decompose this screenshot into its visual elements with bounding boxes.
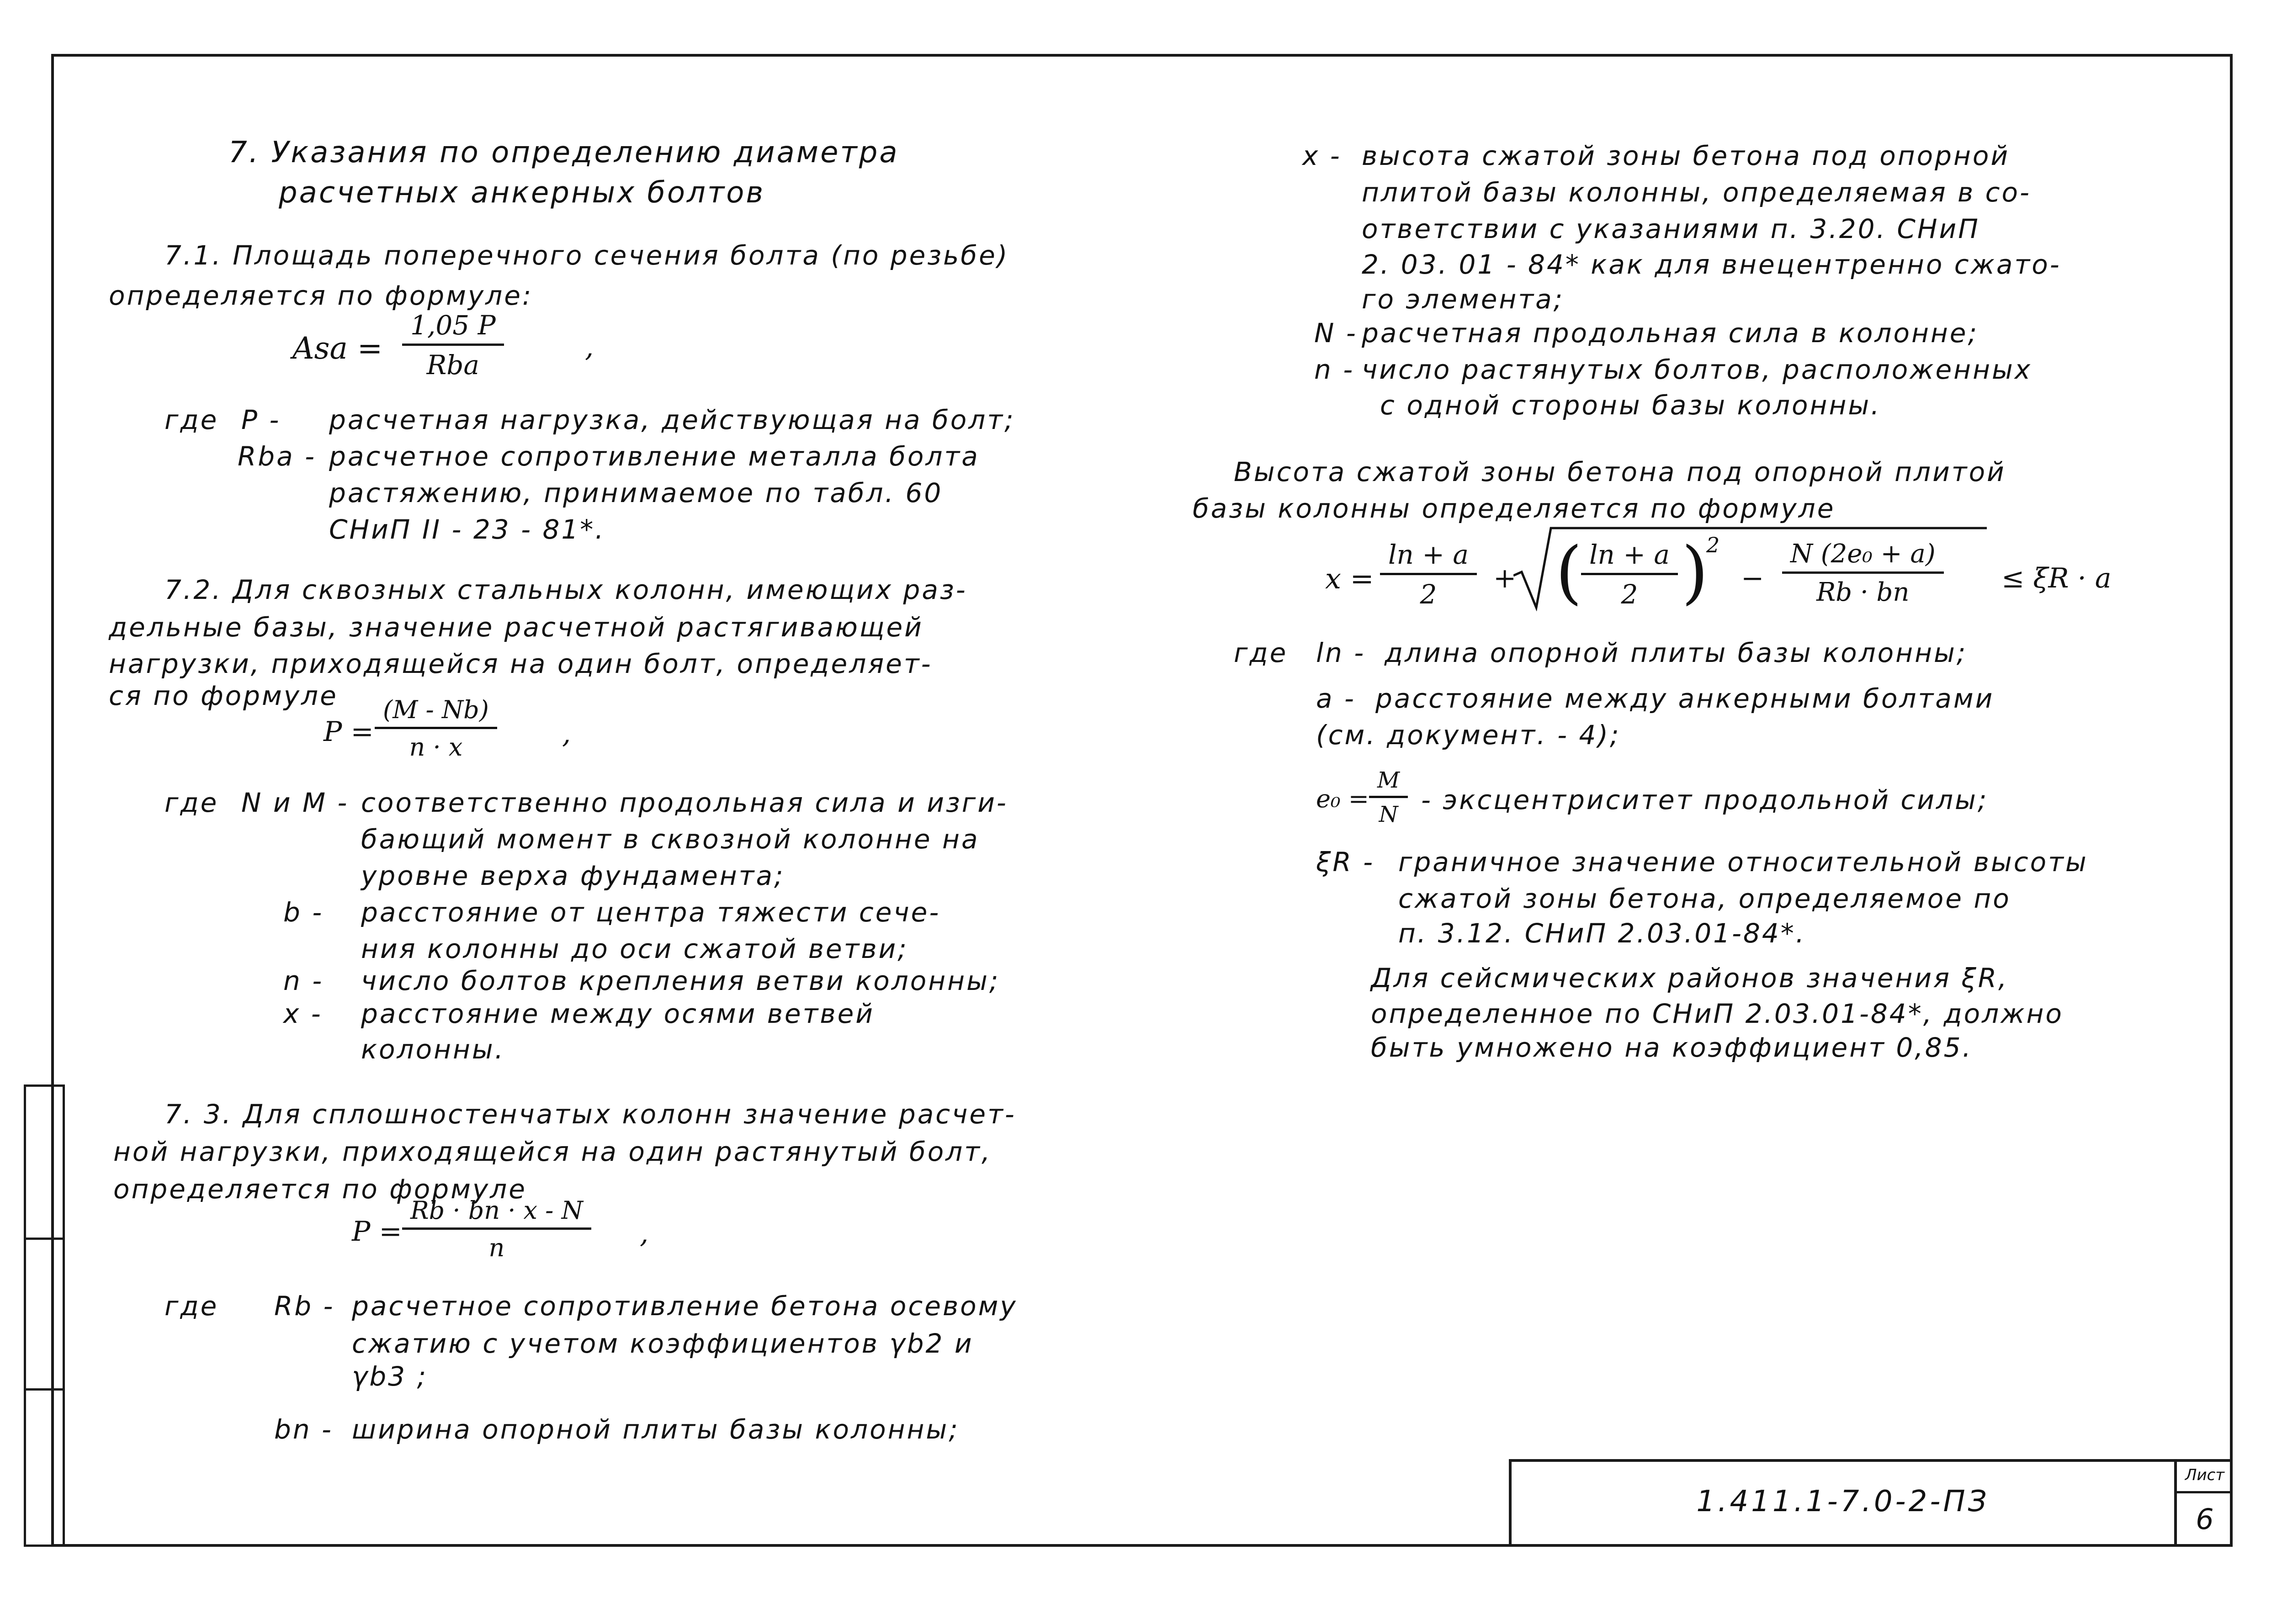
e0-text: - эксцентриситет продольной силы;	[1421, 784, 1989, 815]
p73-line-1: 7. 3. Для сплошностенчатых колонн значение расчет-	[165, 1099, 1016, 1130]
sheet-cell	[2174, 1459, 2233, 1547]
p73-def-4-text: ширина опорной плиты базы колонны;	[352, 1414, 960, 1445]
e0-denominator: N	[1379, 802, 1398, 827]
p72-def-2-text: бающий момент в сквозной колонне на	[361, 824, 980, 855]
e0-fraction	[1369, 767, 1408, 827]
note-line-2: определенное по СНиП 2.03.01-84*, должно	[1371, 998, 2064, 1029]
p73-formula-comma: ,	[640, 1217, 649, 1249]
rformula-plus: +	[1493, 562, 1517, 594]
p72-def-6-sym: n -	[283, 965, 324, 996]
p73-line-2: ной нагрузки, приходящейся на один растянутый болт,	[113, 1136, 992, 1167]
rformula-f3-numerator: N (2e₀ + a)	[1782, 539, 1944, 574]
rformula-tail: ≤ ξR · a	[2001, 562, 2112, 594]
rformula-fraction-2	[1581, 539, 1678, 610]
rtop-def-8-text: с одной стороны базы колонны.	[1380, 390, 1881, 421]
rformula-close-paren: )	[1682, 533, 1709, 612]
p72-def-1-text: соответственно продольная сила и изги-	[361, 787, 1008, 818]
rpara-line-2: базы колонны определяется по формуле	[1193, 493, 1836, 524]
note-line-1: Для сейсмических районов значения ξR,	[1371, 963, 2009, 994]
p72-def-7-text: расстояние между осями ветвей	[361, 998, 875, 1029]
p72-formula-comma: ,	[562, 718, 571, 750]
p72-formula-fraction	[375, 695, 497, 762]
rdef-1-text: длина опорной плиты базы колонны;	[1385, 637, 1968, 668]
p73-def-1-text: расчетное сопротивление бетона осевому	[352, 1291, 1018, 1322]
p72-formula-lhs: P =	[324, 716, 374, 748]
p71-def-1-sym: P -	[241, 404, 281, 435]
e0-numerator: M	[1369, 767, 1408, 798]
p73-def-3-text: γb3 ;	[352, 1361, 428, 1392]
document-designation: 1.411.1-7.0-2-ПЗ	[1696, 1485, 1990, 1518]
p71-def-2-sym: Rba -	[238, 441, 317, 472]
rformula-f2-denominator: 2	[1621, 579, 1638, 610]
p72-def-4-text: расстояние от центра тяжести сече-	[361, 897, 941, 928]
p71-def-4-text: СНиП II - 23 - 81*.	[329, 514, 605, 545]
rformula-f1-numerator: ln + a	[1380, 539, 1477, 575]
sheet-number: 6	[2196, 1502, 2214, 1536]
p73-where: где	[165, 1291, 219, 1322]
p73-fraction-denominator: n	[488, 1233, 505, 1262]
rtop-def-4-text: 2. 03. 01 - 84* как для внецентренно сжато-	[1362, 249, 2061, 280]
xi-def-2-text: сжатой зоны бетона, определяемое по	[1398, 883, 2011, 914]
p73-line-3: определяется по формуле	[113, 1174, 527, 1205]
p72-line-4: ся по формуле	[109, 680, 338, 711]
rdef-3-text: (см. документ. - 4);	[1316, 719, 1621, 751]
rformula-fraction-3	[1782, 539, 1944, 607]
p71-formula-fraction	[402, 310, 504, 381]
p72-def-7-sym: x -	[283, 998, 323, 1029]
p71-formula-lhs: Asa =	[292, 331, 383, 366]
rtop-def-1-sym: x -	[1302, 140, 1342, 171]
e0-lhs: e₀ =	[1316, 784, 1369, 813]
p71-where: где	[165, 404, 219, 435]
p71-line-1: 7.1. Площадь поперечного сечения болта (по резьбе)	[165, 240, 1009, 271]
note-line-3: быть умножено на коэффициент 0,85.	[1371, 1032, 1973, 1063]
xi-def-1-text: граничное значение относительной высоты	[1398, 846, 2088, 878]
rdef-1-sym: ln -	[1316, 637, 1366, 668]
sheet-label: Лист	[2177, 1459, 2233, 1493]
rformula-exponent: 2	[1706, 533, 1720, 557]
p72-def-8-text: колонны.	[361, 1034, 505, 1065]
xi-def-3-text: п. 3.12. СНиП 2.03.01-84*.	[1398, 918, 1806, 949]
rtop-def-6-sym: N -	[1314, 317, 1358, 349]
p72-def-1-sym: N и M -	[241, 787, 349, 818]
rformula-fraction-1	[1380, 539, 1477, 610]
rformula-f3-denominator: Rb · bn	[1816, 577, 1910, 607]
p73-def-1-sym: Rb -	[274, 1291, 335, 1322]
p73-def-4-sym: bn -	[274, 1414, 333, 1445]
p71-def-1-text: расчетная нагрузка, действующая на болт;	[329, 404, 1015, 435]
p72-line-2: дельные базы, значение расчетной растягивающей	[109, 612, 923, 643]
p73-def-2-text: сжатию с учетом коэффициентов γb2 и	[352, 1328, 974, 1359]
p72-where: где	[165, 787, 219, 818]
rpara-line-1: Высота сжатой зоны бетона под опорной плитой	[1234, 456, 2006, 487]
p73-fraction-numerator: Rb · bn · x - N	[402, 1196, 591, 1230]
p72-fraction-denominator: n · x	[409, 733, 463, 762]
p71-fraction-denominator: Rba	[426, 349, 479, 381]
rformula-lhs: x =	[1325, 562, 1374, 595]
p72-def-4-sym: b -	[283, 897, 324, 928]
p72-def-5-text: ния колонны до оси сжатой ветви;	[361, 933, 908, 964]
p72-def-6-text: число болтов крепления ветви колонны;	[361, 965, 1000, 996]
rtop-def-6-text: расчетная продольная сила в колонне;	[1362, 317, 1979, 349]
rtop-def-2-text: плитой базы колонны, определяемая в со-	[1362, 177, 2031, 208]
p72-fraction-numerator: (M - Nb)	[375, 695, 497, 729]
xi-def-1-sym: ξR -	[1316, 846, 1375, 878]
rformula-open-paren: (	[1555, 533, 1582, 612]
section-heading-line-2: расчетных анкерных болтов	[279, 176, 765, 210]
binding-strip	[24, 1084, 65, 1547]
p71-def-3-text: растяжению, принимаемое по табл. 60	[329, 477, 943, 508]
p71-def-2-text: расчетное сопротивление металла болта	[329, 441, 980, 472]
p72-line-1: 7.2. Для сквозных стальных колонн, имеющих раз-	[165, 574, 967, 605]
rtop-def-7-sym: n -	[1314, 354, 1355, 385]
rtop-def-1-text: высота сжатой зоны бетона под опорной	[1362, 140, 2010, 171]
p72-line-3: нагрузки, приходящейся на один болт, определяет-	[109, 648, 933, 679]
rformula-minus: −	[1741, 562, 1764, 594]
rformula-f2-numerator: ln + a	[1581, 539, 1678, 575]
p73-formula-lhs: P =	[352, 1216, 402, 1248]
rformula-f1-denominator: 2	[1420, 579, 1437, 610]
p71-fraction-numerator: 1,05 P	[402, 310, 504, 346]
p71-line-2: определяется по формуле:	[109, 280, 533, 311]
rtop-def-7-text: число растянутых болтов, расположенных	[1362, 354, 2033, 385]
rdef-2-sym: a -	[1316, 683, 1356, 714]
rtop-def-5-text: го элемента;	[1362, 284, 1565, 315]
rtop-def-3-text: ответствии с указаниями п. 3.20. СНиП	[1362, 213, 1980, 244]
section-heading-line-1: 7. Указания по определению диаметра	[228, 136, 899, 169]
p71-formula-comma: ,	[585, 331, 594, 363]
rdef-2-text: расстояние между анкерными болтами	[1375, 683, 1995, 714]
p73-formula-fraction	[402, 1196, 591, 1262]
rwhere: где	[1234, 637, 1288, 668]
p72-def-3-text: уровне верха фундамента;	[361, 860, 785, 891]
